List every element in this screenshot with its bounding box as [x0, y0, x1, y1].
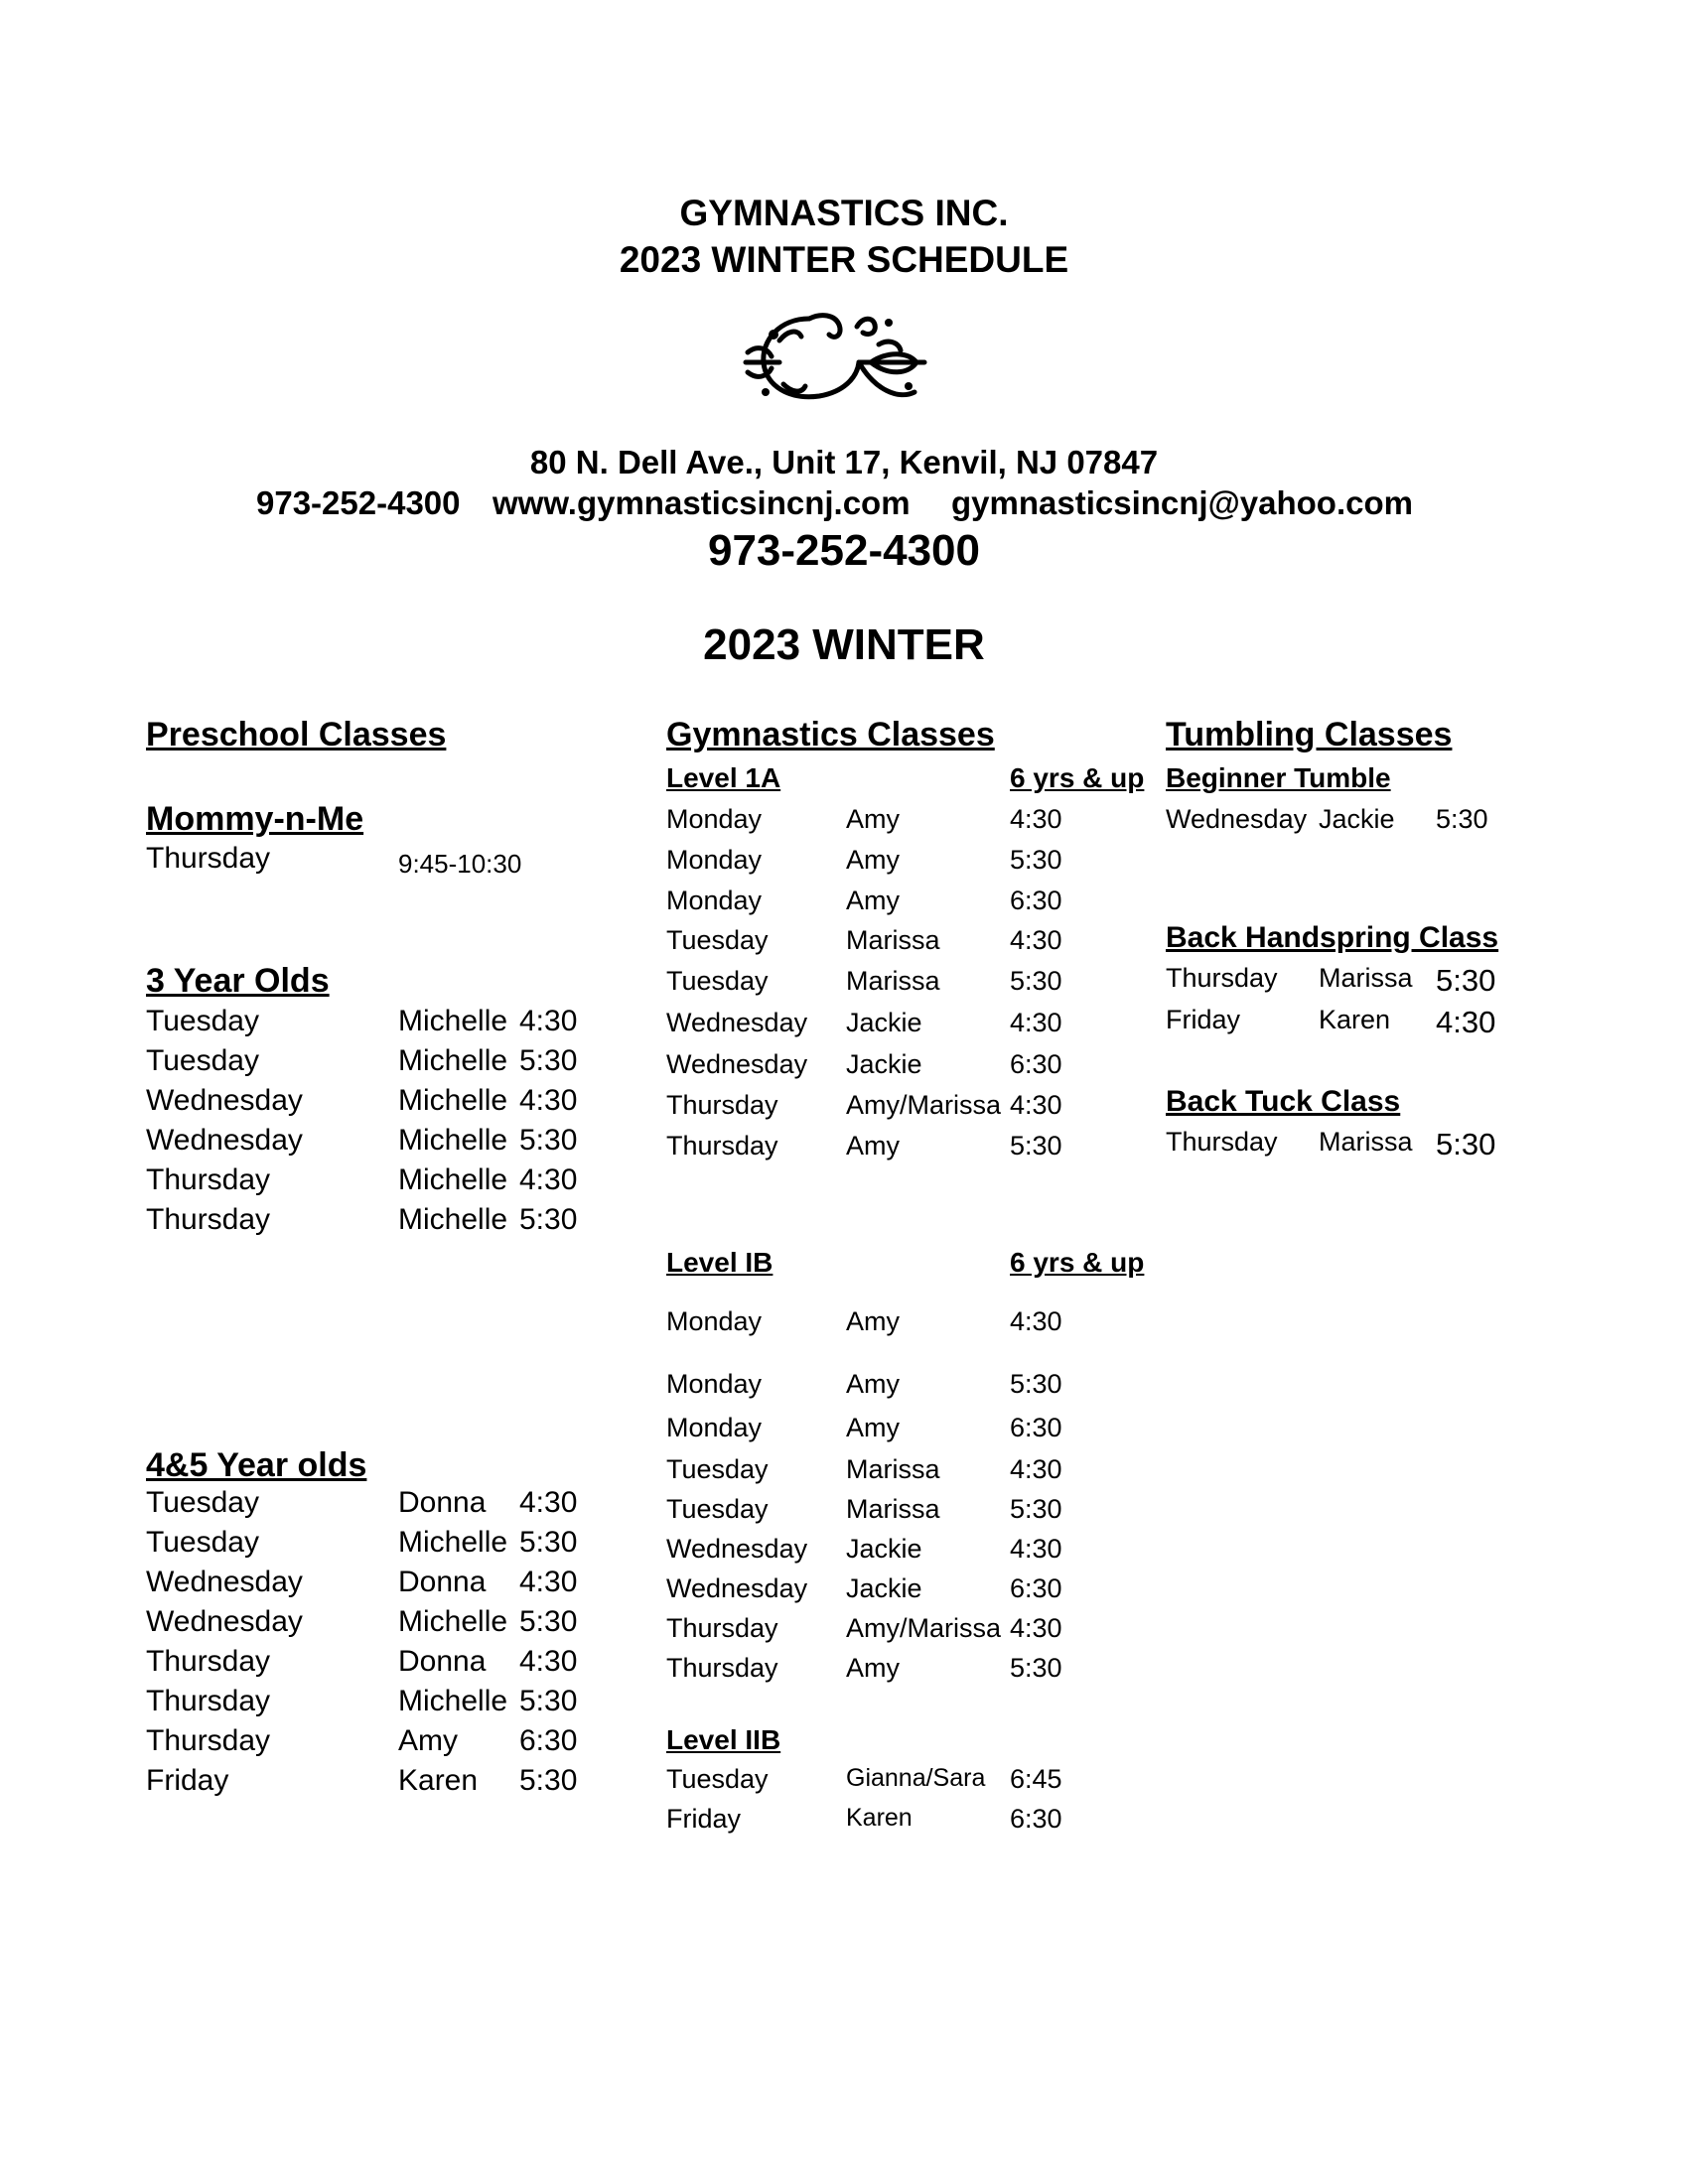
level1b-coach: Marissa: [846, 1494, 940, 1524]
four-five-coach: Donna: [398, 1566, 487, 1598]
level1b-heading: Level IB: [666, 1247, 774, 1278]
level1a-time: 4:30: [1010, 1008, 1062, 1037]
level1b-day: Wednesday: [666, 1573, 808, 1603]
beginner-tumble-coach: Jackie: [1319, 804, 1395, 834]
three-year-day: Thursday: [146, 1163, 271, 1196]
four-five-heading: 4&5 Year olds: [146, 1446, 367, 1484]
three-year-coach: Michelle: [398, 1203, 508, 1236]
level1b-time: 5:30: [1010, 1369, 1062, 1399]
level1b-coach: Amy: [846, 1369, 900, 1399]
four-five-time: 4:30: [519, 1566, 578, 1598]
level1a-day: Tuesday: [666, 966, 769, 996]
three-year-day: Thursday: [146, 1203, 271, 1236]
three-year-time: 5:30: [519, 1124, 578, 1157]
level1b-time: 4:30: [1010, 1306, 1062, 1336]
level1b-coach: Amy/Marissa: [846, 1613, 1002, 1643]
four-five-coach: Michelle: [398, 1526, 508, 1559]
back-tuck-time: 5:30: [1436, 1127, 1496, 1161]
four-five-day: Tuesday: [146, 1486, 259, 1519]
level1a-day: Wednesday: [666, 1008, 808, 1037]
mommy-heading: Mommy-n-Me: [146, 800, 364, 838]
beginner-tumble-day: Wednesday: [1166, 804, 1308, 834]
level1a-time: 4:30: [1010, 925, 1062, 955]
level1a-time: 5:30: [1010, 966, 1062, 996]
level1a-coach: Marissa: [846, 966, 940, 996]
three-year-coach: Michelle: [398, 1084, 508, 1117]
four-five-coach: Michelle: [398, 1605, 508, 1638]
back-tuck-heading: Back Tuck Class: [1166, 1085, 1401, 1118]
level1a-day: Wednesday: [666, 1049, 808, 1079]
level2b-day: Tuesday: [666, 1764, 769, 1794]
level1b-time: 4:30: [1010, 1454, 1062, 1484]
level1a-coach: Amy: [846, 804, 900, 834]
four-five-coach: Amy: [398, 1724, 458, 1757]
level1b-day: Monday: [666, 1413, 763, 1442]
four-five-time: 5:30: [519, 1764, 578, 1797]
level1a-time: 6:30: [1010, 1049, 1062, 1079]
mommy-time: 9:45-10:30: [398, 849, 522, 879]
level1b-coach: Amy: [846, 1413, 900, 1442]
four-five-day: Thursday: [146, 1724, 271, 1757]
back-handspring-day: Thursday: [1166, 963, 1278, 993]
season-title: 2023 WINTER: [703, 620, 985, 669]
back-handspring-time: 4:30: [1436, 1005, 1496, 1039]
four-five-time: 5:30: [519, 1526, 578, 1559]
level1b-day: Thursday: [666, 1653, 778, 1683]
three-year-coach: Michelle: [398, 1124, 508, 1157]
phone: 973-252-4300: [256, 484, 461, 521]
four-five-day: Tuesday: [146, 1526, 259, 1559]
four-five-day: Wednesday: [146, 1605, 303, 1638]
org-name: GYMNASTICS INC.: [679, 193, 1009, 233]
level2b-coach: Gianna/Sara: [846, 1764, 986, 1792]
level1b-day: Monday: [666, 1306, 763, 1336]
mommy-day: Thursday: [146, 842, 271, 875]
three-year-coach: Michelle: [398, 1044, 508, 1077]
back-tuck-day: Thursday: [1166, 1127, 1278, 1157]
three-year-coach: Michelle: [398, 1163, 508, 1196]
address: 80 N. Dell Ave., Unit 17, Kenvil, NJ 07847: [529, 444, 1159, 480]
three-year-time: 4:30: [519, 1084, 578, 1117]
three-year-day: Tuesday: [146, 1005, 259, 1037]
phone-large: 973-252-4300: [707, 526, 980, 575]
email-link[interactable]: gymnasticsincnj@yahoo.com: [951, 484, 1413, 521]
back-tuck-coach: Marissa: [1319, 1127, 1413, 1157]
level2b-time: 6:45: [1010, 1764, 1062, 1794]
level1a-time: 6:30: [1010, 886, 1062, 915]
four-five-time: 5:30: [519, 1605, 578, 1638]
level1b-coach: Jackie: [846, 1573, 922, 1603]
preschool-heading: Preschool Classes: [146, 716, 447, 753]
back-handspring-heading: Back Handspring Class: [1166, 921, 1499, 954]
three-year-heading: 3 Year Olds: [146, 962, 330, 1000]
back-handspring-time: 5:30: [1436, 963, 1496, 998]
level1a-time: 4:30: [1010, 1090, 1062, 1120]
back-handspring-coach: Karen: [1319, 1005, 1391, 1034]
three-year-coach: Michelle: [398, 1005, 508, 1037]
level1a-time: 4:30: [1010, 804, 1062, 834]
level2b-day: Friday: [666, 1804, 742, 1834]
level1b-time: 4:30: [1010, 1534, 1062, 1564]
level1a-day: Monday: [666, 845, 763, 875]
level1b-day: Wednesday: [666, 1534, 808, 1564]
three-year-time: 5:30: [519, 1044, 578, 1077]
level1a-coach: Amy: [846, 886, 900, 915]
gymnastics-heading: Gymnastics Classes: [666, 716, 995, 753]
four-five-coach: Michelle: [398, 1685, 508, 1717]
level2b-coach: Karen: [846, 1804, 913, 1832]
four-five-day: Wednesday: [146, 1566, 303, 1598]
level1b-day: Thursday: [666, 1613, 778, 1643]
four-five-time: 4:30: [519, 1486, 578, 1519]
level1a-coach: Amy: [846, 845, 900, 875]
level1b-coach: Amy: [846, 1653, 900, 1683]
level1a-coach: Jackie: [846, 1008, 922, 1037]
script-g-monogram-icon: [740, 301, 928, 410]
four-five-coach: Donna: [398, 1645, 487, 1678]
tumbling-heading: Tumbling Classes: [1166, 716, 1453, 753]
level1b-time: 4:30: [1010, 1613, 1062, 1643]
level1a-time: 5:30: [1010, 1131, 1062, 1160]
level1a-coach: Amy: [846, 1131, 900, 1160]
three-year-time: 5:30: [519, 1203, 578, 1236]
level1a-time: 5:30: [1010, 845, 1062, 875]
level2b-heading: Level IIB: [666, 1724, 781, 1755]
level1a-day: Tuesday: [666, 925, 769, 955]
level1b-day: Tuesday: [666, 1494, 769, 1524]
level1a-heading: Level 1A: [666, 762, 781, 793]
four-five-coach: Donna: [398, 1486, 487, 1519]
four-five-time: 6:30: [519, 1724, 578, 1757]
level1b-coach: Amy: [846, 1306, 900, 1336]
level1a-coach: Amy/Marissa: [846, 1090, 1002, 1120]
three-year-day: Tuesday: [146, 1044, 259, 1077]
four-five-coach: Karen: [398, 1764, 479, 1797]
four-five-time: 5:30: [519, 1685, 578, 1717]
four-five-time: 4:30: [519, 1645, 578, 1678]
level1b-day: Monday: [666, 1369, 763, 1399]
level1b-time: 5:30: [1010, 1653, 1062, 1683]
level2b-time: 6:30: [1010, 1804, 1062, 1834]
back-handspring-coach: Marissa: [1319, 963, 1413, 993]
three-year-time: 4:30: [519, 1005, 578, 1037]
back-handspring-day: Friday: [1166, 1005, 1241, 1034]
level1b-time: 6:30: [1010, 1413, 1062, 1442]
three-year-day: Wednesday: [146, 1124, 303, 1157]
level1a-age: 6 yrs & up: [1010, 762, 1145, 793]
beginner-tumble-time: 5:30: [1436, 804, 1488, 834]
four-five-day: Friday: [146, 1764, 229, 1797]
three-year-time: 4:30: [519, 1163, 578, 1196]
level1a-coach: Marissa: [846, 925, 940, 955]
schedule-title: 2023 WINTER SCHEDULE: [619, 239, 1069, 280]
level1a-coach: Jackie: [846, 1049, 922, 1079]
level1b-age: 6 yrs & up: [1010, 1247, 1145, 1278]
three-year-day: Wednesday: [146, 1084, 303, 1117]
level1a-day: Monday: [666, 886, 763, 915]
level1b-coach: Marissa: [846, 1454, 940, 1484]
level1b-time: 6:30: [1010, 1573, 1062, 1603]
level1b-day: Tuesday: [666, 1454, 769, 1484]
level1b-coach: Jackie: [846, 1534, 922, 1564]
four-five-day: Thursday: [146, 1685, 271, 1717]
website-link[interactable]: www.gymnasticsincnj.com: [492, 484, 911, 521]
level1b-time: 5:30: [1010, 1494, 1062, 1524]
beginner-tumble-heading: Beginner Tumble: [1166, 762, 1391, 793]
four-five-day: Thursday: [146, 1645, 271, 1678]
level1a-day: Thursday: [666, 1131, 778, 1160]
level1a-day: Thursday: [666, 1090, 778, 1120]
level1a-day: Monday: [666, 804, 763, 834]
